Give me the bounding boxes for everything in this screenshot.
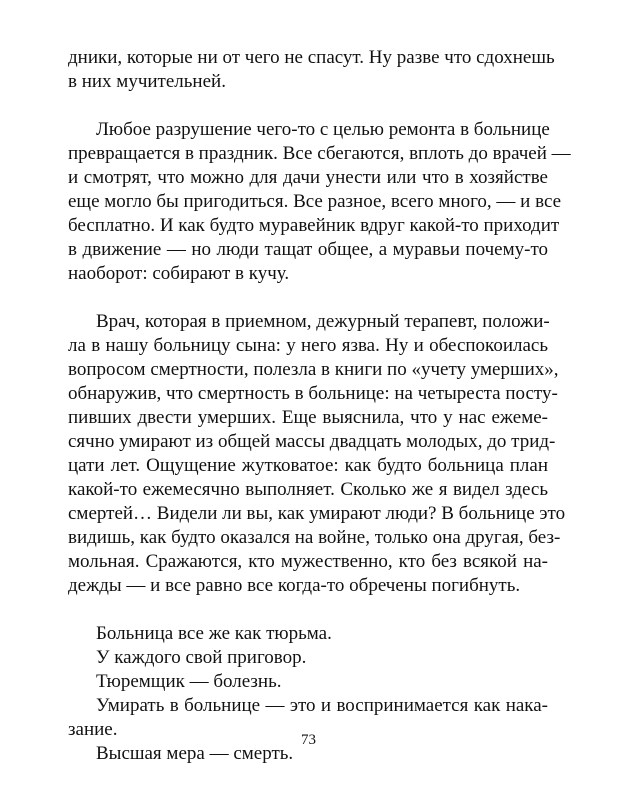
text-line: Тюремщик — болезнь. <box>96 671 282 692</box>
text-line: Умирать в больнице — это и воспринимается как нака- <box>96 695 548 716</box>
text-line: дники, которые ни от чего не спасут. Ну разве что сдохнешь <box>68 47 555 68</box>
text-line: какой-то ежемесячно выполняет. Сколько же я видел здесь <box>68 479 548 500</box>
text-line: наоборот: собирают в кучу. <box>68 263 290 284</box>
text-line: в движение — но люди тащат общее, а муравьи почему-то <box>68 239 548 260</box>
text-line: смертей… Видели ли вы, как умирают люди? В больнице это <box>68 503 566 524</box>
paragraph-continuation <box>68 46 555 94</box>
text-line: Любое разрушение чего-то с целью ремонта в больнице <box>96 119 550 140</box>
paragraph-spacer <box>68 286 548 310</box>
text-line: дежды — и все равно все когда-то обречены погибнуть. <box>68 575 521 596</box>
text-line: пивших двести умерших. Еще выяснила, что у нас ежеме- <box>68 407 548 428</box>
text-line: мольная. Сражаются, кто мужественно, кто без всякой на- <box>68 551 548 572</box>
page-number: 73 <box>301 732 316 748</box>
text-line: в них мучительней. <box>68 71 226 92</box>
text-line: Высшая мера — смерть. <box>96 743 294 764</box>
page-text <box>68 46 571 766</box>
paragraph-spacer <box>68 94 548 118</box>
text-line: вопросом смертности, полезла в книги по «учету умерших», <box>68 359 559 380</box>
text-line: ла в нашу больницу сына: у него язва. Ну и обеспокоилась <box>68 335 548 356</box>
text-line: У каждого свой приговор. <box>96 647 307 668</box>
text-line: бесплатно. И как будто муравейник вдруг какой-то приходит <box>68 215 560 236</box>
text-line: видишь, как будто оказался на войне, только она другая, без- <box>68 527 561 548</box>
text-line: Врач, которая в приемном, дежурный терапевт, положи- <box>96 311 550 332</box>
text-line: зание. <box>68 719 118 740</box>
text-line: превращается в праздник. Все сбегаются, вплоть до врачей — <box>68 143 571 164</box>
text-line: и смотрят, что можно для дачи унести или что в хозяйстве <box>68 167 548 188</box>
text-line: Больница все же как тюрьма. <box>96 623 332 644</box>
text-line: еще могло бы пригодиться. Все разное, всего много, — и все <box>68 191 562 212</box>
text-line: обнаружив, что смертность в больнице: на четыреста посту- <box>68 383 558 404</box>
paragraph-spacer <box>68 598 548 622</box>
paragraph-repair <box>68 118 571 286</box>
paragraph-mortality <box>68 310 566 598</box>
text-line: сячно умирают из общей массы двадцать молодых, до трид- <box>68 431 556 452</box>
text-line: цати лет. Ощущение жутковатое: как будто больница план <box>68 455 548 476</box>
